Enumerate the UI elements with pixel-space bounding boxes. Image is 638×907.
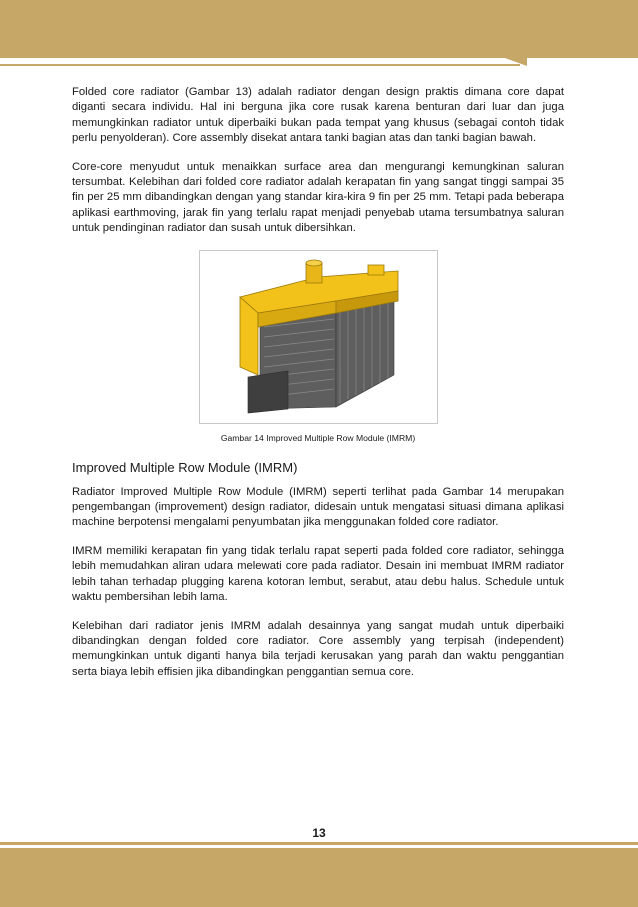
paragraph: Core-core menyudut untuk menaikkan surface area dan mengurangi kemungkinan saluran tersumbat. Kelebihan dari folded core radiator adalah kerapatan fin yang sangat tinggi sampai 35 fin per 25 mm dibandingkan dengan yang standar kira-kira 9 fin per 25 mm. Tetapi pada beberapa aplikasi earthmoving, jarak fin yang terlalu rapat menjadi penyebab utama tersumbatnya saluran untuk pendinginan radiator dan susah untuk dibersihkan. <box>72 160 564 235</box>
footer-rule <box>0 842 638 845</box>
header-rule <box>0 64 520 66</box>
section-heading: Improved Multiple Row Module (IMRM) <box>72 459 298 475</box>
paragraph: Radiator Improved Multiple Row Module (IMRM) seperti terlihat pada Gambar 14 merupakan pengembangan (improvement) design radiator, didesain untuk mengatasi situasi dimana aplikasi machine berpotensi mengalami penyumbatan jika menggunakan folded core radiator. <box>72 485 564 529</box>
figure-caption: Gambar 14 Improved Multiple Row Module (IMRM) <box>220 432 416 443</box>
bottom-module <box>248 371 288 413</box>
side-bracket <box>368 265 384 275</box>
radiator-illustration <box>218 257 418 417</box>
page-content <box>72 85 564 693</box>
paragraph: Folded core radiator (Gambar 13) adalah radiator dengan design praktis dimana core dapat diganti secara individu. Hal ini berguna jika core rusak karena benturan dari luar dan juga memungkinkan radiator untuk diperbaiki bukan pada tempat yang khusus (sebagai contoh tidak perlu penyolderan). Core assembly disekat antara tanki bagian atas dan tanki bagian bawah. <box>72 86 564 145</box>
header-band <box>0 0 638 58</box>
paragraph: Kelebihan dari radiator jenis IMRM adalah desainnya yang sangat mudah untuk diperbaiki dibandingkan dengan folded core radiator. Core assembly yang terpisah (independent) memungkinkan untuk diganti hanya bila terjadi kerusakan yang parah dan waktu penggantian serta biaya lebih effisien jika dibandingkan penggantian semua core. <box>72 619 564 678</box>
footer-band <box>0 848 638 907</box>
figure-imrm-radiator <box>199 250 438 424</box>
page-number: 13 <box>312 826 326 840</box>
filler-neck <box>306 260 322 283</box>
paragraph: IMRM memiliki kerapatan fin yang tidak terlalu rapat seperti pada folded core radiator, sehingga lebih memudahkan aliran udara melewati core pada radiator. Desain ini membuat IMRM radiator lebih tahan terhadap plugging karena kotoran lembut, serabut, atau debu halus. Schedule untuk waktu pembersihan lebih lama. <box>72 544 564 604</box>
